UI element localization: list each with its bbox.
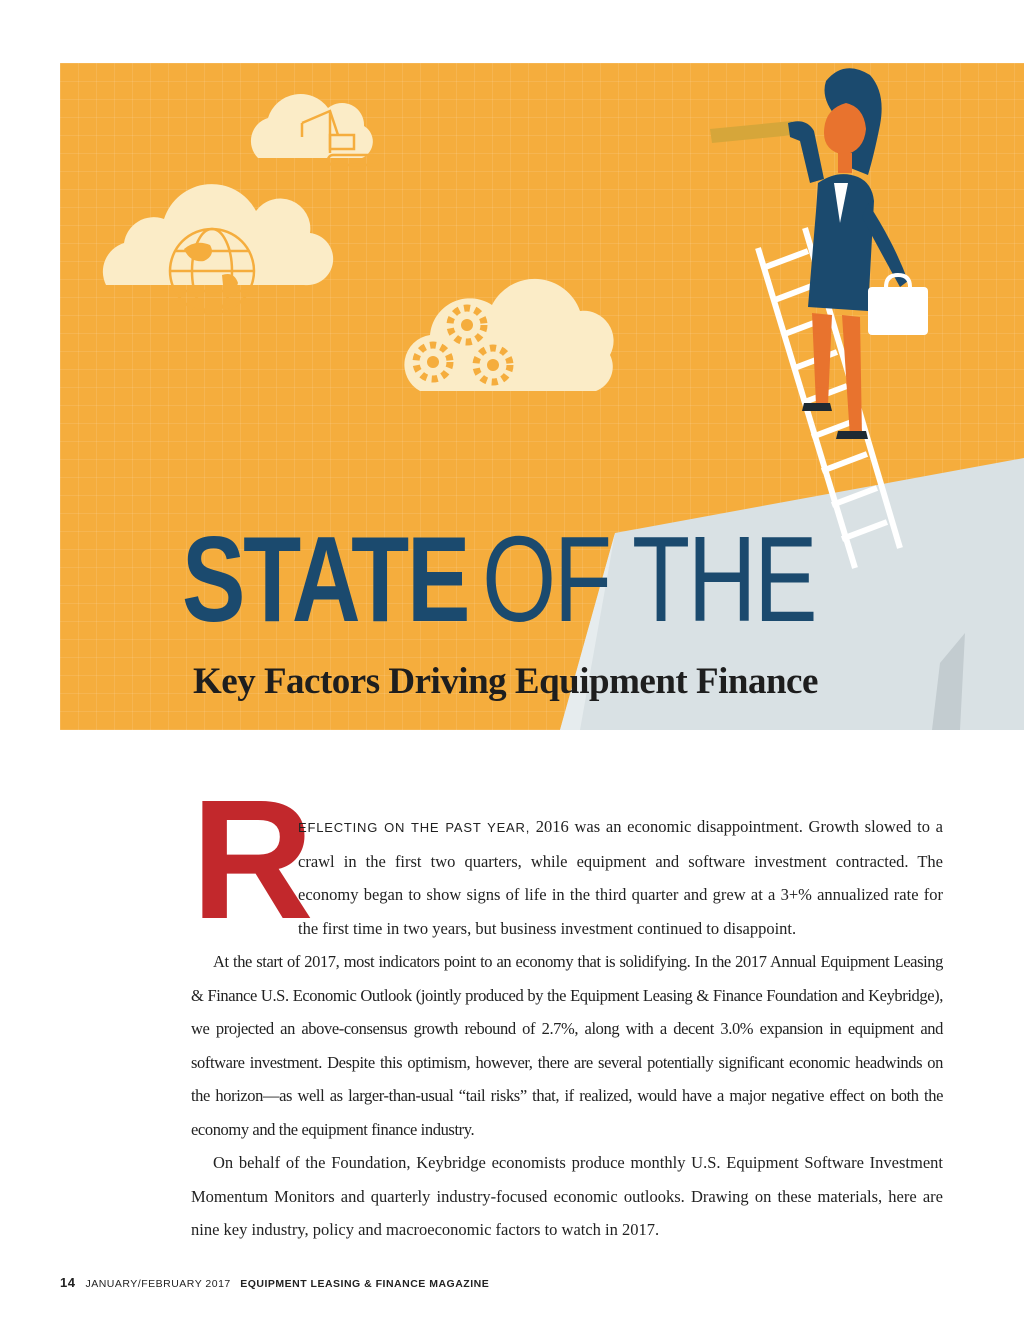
subheadline: Key Factors Driving Equipment Finance [193, 661, 818, 702]
headline-light: OF THE [482, 511, 816, 647]
globe-cloud-icon [103, 184, 333, 313]
issue-date: JANUARY/FEBRUARY 2017 [85, 1278, 231, 1290]
lead-in: EFLECTING ON THE PAST YEAR, [298, 820, 531, 835]
paragraph-3: On behalf of the Foundation, Keybridge economists produce monthly U.S. Equipment Software Investment Momentum Monitors and quarterly industry-focused economic outlooks. Drawing on these materials, here are nine key industry, policy and macroeconomic factors to watch in 2017. [191, 1153, 943, 1239]
crane-cloud-icon [251, 94, 378, 165]
woman-with-telescope-illustration [710, 68, 928, 439]
magazine-name: EQUIPMENT LEASING & FINANCE MAGAZINE [240, 1278, 490, 1290]
page-footer [60, 1275, 489, 1290]
paragraph-2: At the start of 2017, most indicators point to an economy that is solidifying. In the 2017 Annual Equipment Leasing & Finance U.S. Economic Outlook (jointly produced by the Equipment Leasing & Finance Foundation and Keybridge), we projected an above-consensus growth rebound of 2.7%, along with a decent 3.0% expansion in equipment and software investment. Despite this optimism, however, there are several potentially significant economic headwinds on the horizon—as well as larger-than-usual “tail risks” that, if realized, would have a major negative effect on both the economy and the equipment finance industry. [191, 952, 943, 1139]
hero-illustration [60, 63, 1024, 730]
paragraph-1 [298, 810, 943, 945]
gears-cloud-icon [404, 279, 613, 391]
article-body [191, 810, 943, 1247]
headline [182, 511, 816, 647]
paragraph-1-text: 2016 was an economic disappointment. Growth slowed to a crawl in the first two quarters, while equipment and software investment contracted. The economy began to show signs of life in the third quarter and grew at a 3+% annualized rate for the first time in two years, but business investment continued to disappoint. [298, 817, 943, 938]
drop-cap: R [191, 765, 314, 955]
page-number: 14 [60, 1275, 76, 1290]
headline-bold: STATE [182, 511, 469, 647]
